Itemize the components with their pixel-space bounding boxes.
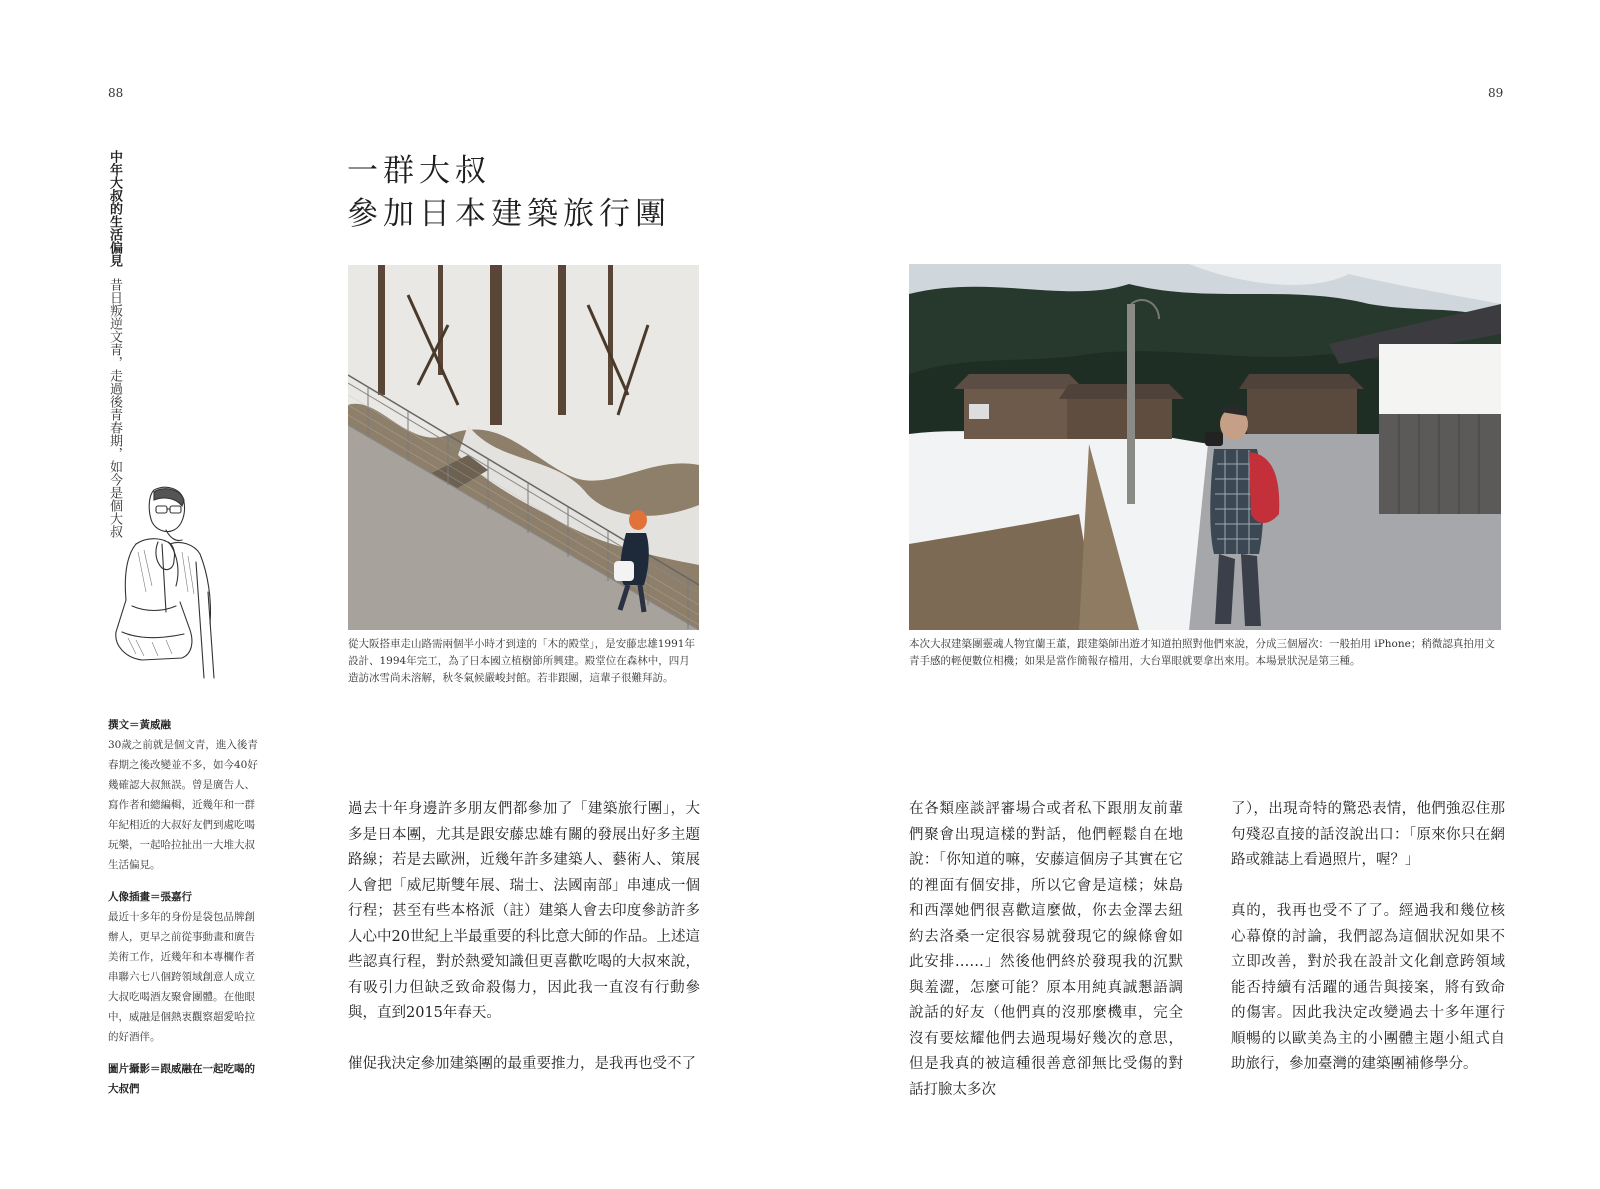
series-subtitle: 昔日叛逆文青，走過後青春期，如今是個大叔 bbox=[107, 278, 122, 538]
article-column-3 bbox=[1231, 797, 1505, 1078]
article-paragraph: 真的，我再也受不了了。經過我和幾位核心幕僚的討論，我們認為這個狀況如果不立即改善，對於我在設計文化創意跨領域能否持續有活躍的通告與接案，將有致命的傷害。因此我決定改變過去十多年運行順暢的以歐美為主的小團體主題小組式自助旅行，參加臺灣的建築團補修學分。 bbox=[1231, 903, 1505, 1072]
article-column-2 bbox=[909, 797, 1183, 1103]
photo-photographer-in-village bbox=[909, 264, 1501, 630]
article-column-1 bbox=[348, 797, 700, 1078]
article-paragraph: 了），出現奇特的驚恐表情，他們強忍住那句殘忍直接的話沒說出口：「原來你只在網路或雜誌上看過照片，喔？」 bbox=[1231, 801, 1505, 868]
credit-writer-heading: 撰文＝黃威融 bbox=[108, 719, 171, 731]
credits bbox=[108, 715, 262, 1099]
article-paragraph: 催促我決定參加建築團的最重要推力，是我再也受不了 bbox=[348, 1056, 696, 1072]
credit-illustrator-heading: 人像插畫＝張嘉行 bbox=[108, 891, 192, 903]
credit-illustrator-bio: 最近十多年的身份是袋包品牌創辦人，更早之前從事動畫和廣告美術工作，近幾年和本專欄作者串聯六七八個跨領域創意人成立大叔吃喝酒友聚會團體。在他眼中，威融是個熱衷觀察超愛哈拉的好酒伴。 bbox=[108, 911, 255, 1043]
credit-photography-heading: 圖片攝影＝跟威融在一起吃喝的大叔們 bbox=[108, 1063, 255, 1095]
article-paragraph: 在各類座談評審場合或者私下跟朋友前輩們聚會出現這樣的對話，他們輕鬆自在地說：「你知道的嘛，安藤這個房子其實在它的裡面有個安排，所以它會是這樣；妹島和西澤她們很喜歡這麼做，你去金澤去紐約去洛桑一定很容易就發現它的線條會如此安排……」然後他們終於發現我的沉默與羞澀，怎麼可能？原本用純真誠懇語調說話的好友（他們真的沒那麼機車，完全沒有要炫耀他們去過現場好幾次的意思，但是我真的被這種很善意卻無比受傷的對話打臉太多次 bbox=[909, 801, 1183, 1098]
photo-caption-left: 從大阪搭車走山路需兩個半小時才到達的「木的殿堂」，是安藤忠雄1991年設計、1994年完工，為了日本國立植樹節所興建。殿堂位在森林中，四月造訪冰雪尚未溶解，秋冬氣候嚴峻封館。若非跟團，這輩子很難拜訪。 bbox=[348, 638, 695, 684]
article-paragraph: 過去十年身邊許多朋友們都參加了「建築旅行團」，大多是日本團，尤其是跟安藤忠雄有關的發展出好多主題路線；若是去歐洲，近幾年許多建築人、藝術人、策展人會把「威尼斯雙年展、瑞士、法國南部」串連成一個行程；甚至有些本格派（註）建築人會去印度參訪許多人心中20世紀上半最重要的科比意大師的作品。上述這些認真行程，對於熱愛知識但更喜歡吃喝的大叔來說，有吸引力但缺乏致命殺傷力，因此我一直沒有行動參與，直到2015年春天。 bbox=[348, 801, 700, 1021]
photo-caption-right: 本次大叔建築團靈魂人物宜蘭王董，跟建築師出遊才知道拍照對他們來說，分成三個層次：一般拍用 iPhone；稍微認真拍用文青手感的輕便數位相機；如果是當作簡報存檔用，大台單眼就要拿出來用。本場景狀況是第三種。 bbox=[909, 638, 1495, 667]
article-headline bbox=[347, 150, 671, 236]
page-number-left: 88 bbox=[108, 86, 124, 100]
photo-snowy-forest-walkway bbox=[348, 265, 699, 630]
author-portrait-illustration bbox=[96, 482, 228, 682]
page-number-right: 89 bbox=[1488, 86, 1504, 100]
headline-line-2: 參加日本建築旅行團 bbox=[347, 196, 671, 232]
credit-writer-bio: 30歲之前就是個文青，進入後青春期之後改變並不多，如今40好幾確認大叔無誤。曾是廣告人、寫作者和總編輯，近幾年和一群年紀相近的大叔好友們到處吃喝玩樂，一起哈拉扯出一大堆大叔生活偏見。 bbox=[108, 739, 258, 871]
series-title: 中年大叔的生活偏見 bbox=[107, 150, 122, 267]
headline-line-1: 一群大叔 bbox=[347, 153, 491, 189]
